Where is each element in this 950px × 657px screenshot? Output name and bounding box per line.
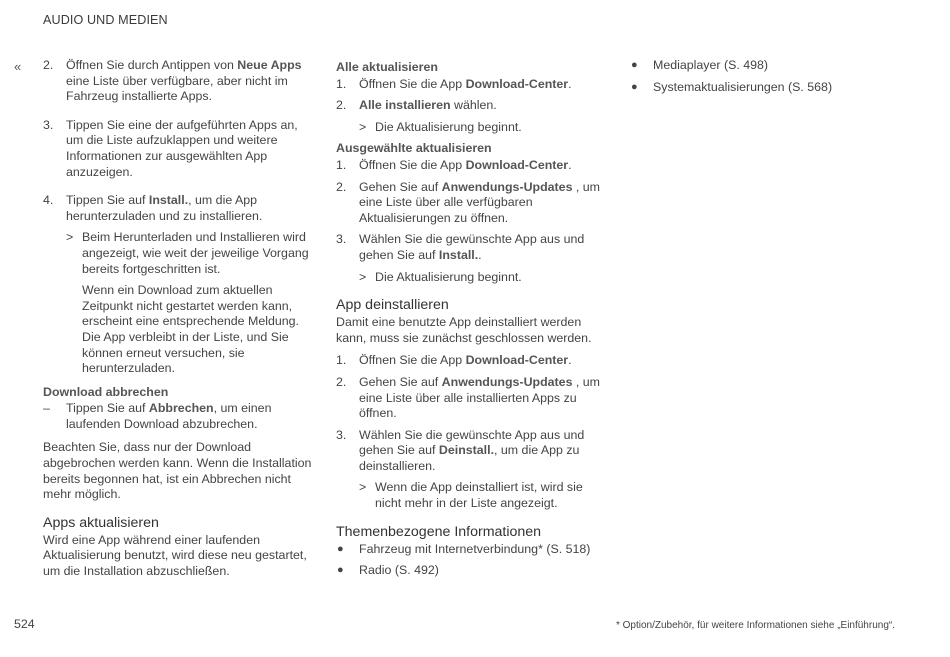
step-number: 2. xyxy=(43,58,54,72)
result-item xyxy=(336,120,606,136)
list-item xyxy=(336,375,606,422)
back-icon[interactable]: « xyxy=(14,59,19,74)
step-number: 3. xyxy=(43,117,54,132)
step-keyword: Download-Center xyxy=(465,76,569,91)
related-link-text[interactable]: Systemaktualisierungen (S. 568) xyxy=(653,79,833,94)
update-text: Wird eine App während einer laufenden Aktualisierung benutzt, wird diese neu gestartet, um die Installation abzuschließen. xyxy=(43,532,307,579)
related-link-text[interactable]: Radio (S. 492) xyxy=(359,563,439,578)
list-item xyxy=(43,118,313,180)
result-marker: > xyxy=(66,230,74,245)
list-item xyxy=(43,193,313,224)
step-keyword: Download-Center xyxy=(465,157,569,172)
heading-themenbezogene-informationen: Themenbezogene Informationen xyxy=(336,523,542,540)
step-text: Wählen Sie die gewünschte App aus und gehen Sie auf xyxy=(359,427,585,458)
step-number: 2. xyxy=(336,179,347,194)
page-number: 524 xyxy=(14,617,35,631)
section-header: AUDIO UND MEDIEN xyxy=(43,13,168,27)
step-text: Öffnen Sie durch Antippen von xyxy=(66,58,238,72)
subheading-download-abbrechen: Download abbrechen xyxy=(43,384,169,399)
bullet-icon: ● xyxy=(631,59,638,71)
step-text: Öffnen Sie die App xyxy=(359,76,466,91)
step-text: Gehen Sie auf xyxy=(359,179,442,194)
step-keyword: Alle installieren xyxy=(359,98,451,113)
step-number: 2. xyxy=(336,374,347,389)
step-text: Öffnen Sie die App xyxy=(359,157,466,172)
list-item xyxy=(336,98,606,114)
related-link-text[interactable]: Fahrzeug mit Internetverbindung* (S. 518) xyxy=(359,541,591,556)
step-number: 3. xyxy=(336,427,347,442)
step-text: , um die App zu deinstallieren. xyxy=(359,443,580,473)
step-text: wählen. xyxy=(450,98,497,113)
step-text: Wählen Sie die gewünschte App aus und gehen Sie auf xyxy=(359,232,585,262)
bullet-icon: ● xyxy=(337,564,344,577)
step-text: Tippen Sie eine der aufgeführten Apps an, um die Liste aufzuklappen und weitere Informationen zur ausgewählten App anzuzeigen. xyxy=(66,117,298,179)
step-text: . xyxy=(568,353,572,368)
result-text: Wenn die App deinstalliert ist, wird sie nicht mehr in der Liste angezeigt. xyxy=(375,480,583,511)
column-3 xyxy=(630,58,900,101)
step-text: , um die App herunterzuladen und zu installieren. xyxy=(66,193,263,223)
result-text: Die Aktualisierung beginnt. xyxy=(375,119,522,134)
result-item xyxy=(336,270,606,286)
step-text: . xyxy=(478,247,482,262)
uninstall-intro: Damit eine benutzte App deinstalliert werden kann, muss sie zunächst geschlossen werden. xyxy=(336,315,592,345)
step-keyword: Neue Apps xyxy=(237,58,302,72)
subheading-ausgewaehlte-aktualisieren: Ausgewählte aktualisieren xyxy=(336,141,492,156)
footnote: * Option/Zubehör, für weitere Informationen siehe „Einführung“. xyxy=(615,620,895,631)
related-link[interactable] xyxy=(336,563,606,579)
step-text: eine Liste über verfügbare, aber nicht im Fahrzeug installierte Apps. xyxy=(66,73,288,104)
step-text: , um einen laufenden Download abzubrechen. xyxy=(66,401,272,431)
list-item xyxy=(336,180,606,227)
list-item xyxy=(336,232,606,263)
bullet-icon: ● xyxy=(337,542,344,555)
result-marker: > xyxy=(359,480,367,495)
dash-marker: – xyxy=(43,401,50,416)
step-keyword: Download-Center xyxy=(465,353,569,368)
step-number: 1. xyxy=(336,157,347,172)
step-text: Tippen Sie auf xyxy=(66,401,149,416)
result-marker: > xyxy=(359,269,367,284)
step-number: 2. xyxy=(336,98,347,113)
step-keyword: Deinstall. xyxy=(438,443,495,458)
list-item xyxy=(43,58,313,105)
heading-app-deinstallieren: App deinstallieren xyxy=(336,297,449,314)
step-text: , um eine Liste über alle installierten Apps zu öffnen. xyxy=(359,374,601,421)
result-item xyxy=(336,480,606,511)
step-number: 1. xyxy=(336,76,347,91)
related-link[interactable] xyxy=(630,58,900,74)
step-number: 1. xyxy=(336,353,347,368)
result-text: Die Aktualisierung beginnt. xyxy=(375,269,522,284)
step-keyword: Install. xyxy=(438,247,479,262)
list-item xyxy=(336,158,606,174)
list-item xyxy=(336,428,606,475)
step-keyword: Abbrechen xyxy=(148,401,214,416)
list-item xyxy=(43,401,313,432)
abort-note: Beachten Sie, dass nur der Download abgebrochen werden kann. Wenn die Installation bereits begonnen hat, ist ein Abbrechen nicht mehr möglich. xyxy=(43,440,312,502)
step-keyword: Anwendungs-Updates xyxy=(441,179,573,194)
column-2 xyxy=(336,58,606,585)
heading-apps-aktualisieren: Apps aktualisieren xyxy=(43,514,159,531)
result-note: Wenn ein Download zum aktuellen Zeitpunkt nicht gestartet werden kann, erscheint eine entsprechende Meldung. Die App verbleibt in der Liste, und Sie können erneut versuchen, sie herunterzuladen. xyxy=(82,283,299,376)
step-text: Öffnen Sie die App xyxy=(359,353,466,368)
step-text: . xyxy=(568,76,572,91)
step-keyword: Anwendungs-Updates xyxy=(441,374,573,389)
step-text: , um eine Liste über alle verfügbaren Aktualisierungen zu öffnen. xyxy=(359,179,601,225)
bullet-icon: ● xyxy=(631,80,638,93)
step-keyword: Install. xyxy=(148,193,189,208)
step-text: . xyxy=(568,157,572,172)
step-number: 3. xyxy=(336,232,347,247)
subheading-alle-aktualisieren: Alle aktualisieren xyxy=(336,60,438,74)
result-text: Beim Herunterladen und Installieren wird angezeigt, wie weit der jeweilige Vorgang bereits fortgeschritten ist. xyxy=(82,230,309,276)
step-text: Tippen Sie auf xyxy=(66,193,149,208)
related-link-text[interactable]: Mediaplayer (S. 498) xyxy=(653,58,769,72)
related-link[interactable] xyxy=(630,80,900,96)
step-text: Gehen Sie auf xyxy=(359,374,442,389)
related-link[interactable] xyxy=(336,542,606,558)
result-marker: > xyxy=(359,119,367,134)
column-1 xyxy=(43,58,313,580)
result-item xyxy=(43,230,313,277)
step-number: 4. xyxy=(43,193,54,208)
list-item xyxy=(336,353,606,369)
list-item xyxy=(336,77,606,93)
